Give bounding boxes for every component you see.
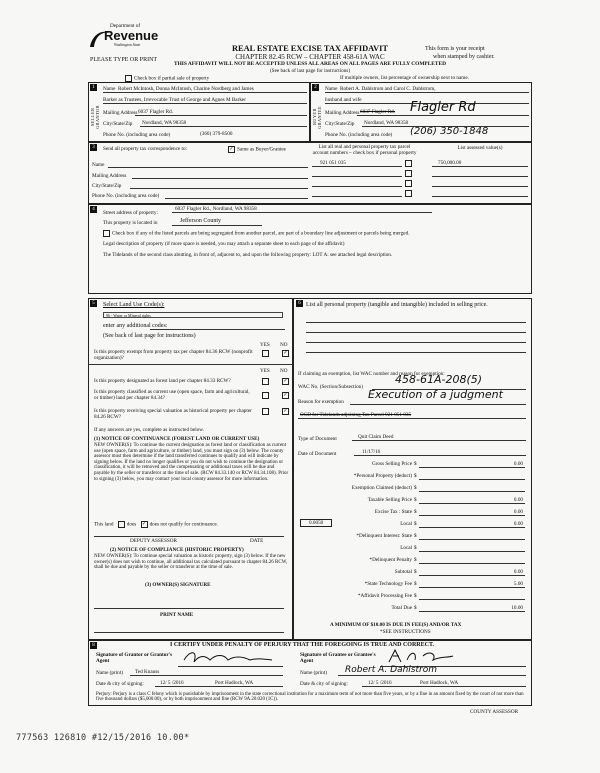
forest-yes-checkbox[interactable] xyxy=(262,378,269,385)
tax-row-value[interactable]: 10.00 xyxy=(511,605,523,611)
grantee-date[interactable]: 12/ 5 /2016 xyxy=(368,680,392,686)
tax-row xyxy=(300,545,525,557)
tax-row xyxy=(300,569,525,581)
notice2-title: (2) NOTICE OF COMPLIANCE (HISTORIC PROPERTY) xyxy=(110,547,244,553)
dept-line3: Washington State xyxy=(114,43,141,47)
form-see-back: (See back of last page for instructions) xyxy=(269,68,351,74)
notice1-title: (1) NOTICE OF CONTINUANCE (FOREST LAND OR CURRENT USE) xyxy=(94,436,260,442)
grantor-date[interactable]: 12/ 5 /2016 xyxy=(160,680,184,686)
street-address[interactable]: 6037 Flagler Rd., Nordland, WA 98358 xyxy=(175,206,257,212)
buyer-name-2[interactable]: husband and wife xyxy=(325,97,362,103)
reason-label: Reason for exemption xyxy=(298,399,344,405)
section-5-number: 5 xyxy=(90,300,97,307)
grantor-name[interactable]: Ted Knauss xyxy=(135,669,160,675)
legal-label: Legal description of property (if more space is needed, you may attach a separate sheet to each page of the affidavit) xyxy=(103,241,345,247)
buyer-city[interactable]: Nordland, WA 98358 xyxy=(364,120,409,126)
legal-description[interactable]: The Tidelands of the second class abutting, in front of, adjacent to, and upon the following property: LOT A: see attached legal description. xyxy=(103,252,393,258)
exempt-no-checkbox[interactable]: ✓ xyxy=(283,351,288,356)
special-yes-checkbox[interactable] xyxy=(262,408,269,415)
see-back-codes: (See back of last page for instructions) xyxy=(103,333,196,339)
tax-row xyxy=(300,593,525,605)
partial-sale-label: Check box if partial sale of property xyxy=(134,75,210,82)
tax-row xyxy=(300,461,525,473)
partial-sale-check[interactable] xyxy=(125,75,209,82)
no-header-2: NO xyxy=(280,368,288,374)
buyer-phone-handwritten: (206) 350-1848 xyxy=(410,126,489,137)
corr-city-label: City/State/Zip xyxy=(92,183,122,189)
tax-row xyxy=(300,485,525,497)
tax-row-value[interactable]: 0.00 xyxy=(513,497,523,503)
tax-row-dollar: $ xyxy=(414,581,417,587)
if-any-yes: If any answers are yes, complete as instructed below. xyxy=(94,427,205,433)
section-8-number: 8 xyxy=(90,642,97,649)
exempt-question: Is this property exempt from property tax per chapter 84.36 RCW (nonprofit organization)? xyxy=(94,349,253,361)
select-code-label: Select Land Use Code(s): xyxy=(103,302,165,308)
form-title: REAL ESTATE EXCISE TAX AFFIDAVIT xyxy=(231,44,389,53)
buyer-side-label: BUYER GRANTEE xyxy=(312,105,322,129)
yes-header-1: YES xyxy=(260,342,270,348)
tax-rows xyxy=(300,461,525,617)
grantor-city[interactable]: Port Hadlock, WA xyxy=(215,680,254,686)
ocd-note: OCD for Tidelands adjoining Tax Parcel 921 051 035 xyxy=(300,412,412,418)
doc-type-label: Type of Document xyxy=(298,436,337,442)
corr-phone-label: Phone No. (including area code) xyxy=(92,193,160,199)
grantee-date-label: Date & city of signing: xyxy=(300,681,348,687)
grantor-sig-label: Signature of Grantor or Grantor's Agent xyxy=(96,652,173,664)
boundary-label: Check box if any of the listed parcels are being segregated from another parcel, are part of a boundary line adjustment or parcels being merged. xyxy=(112,230,410,237)
tax-row-dollar: $ xyxy=(414,509,417,515)
parcel-checkbox-1[interactable] xyxy=(405,160,412,167)
local-rate[interactable]: 0.0050 xyxy=(300,519,332,527)
please-type: PLEASE TYPE OR PRINT xyxy=(90,57,158,63)
buyer-city-label: City/State/Zip xyxy=(325,121,355,127)
owner-signature-label: (3) OWNER(S) SIGNATURE xyxy=(145,582,211,588)
assessed-header: List assessed value(s) xyxy=(457,145,503,151)
same-as-buyer-label: Same as Buyer/Grantee xyxy=(237,146,286,153)
form-chapter: CHAPTER 82.45 RCW – CHAPTER 458-61A WAC xyxy=(235,53,385,61)
assessed-value[interactable]: 750,000.00 xyxy=(438,160,462,166)
dor-logo xyxy=(88,23,158,53)
tax-row-label: Subtotal xyxy=(394,569,412,575)
tax-row-label: Excise Tax : State xyxy=(374,509,412,515)
buyer-mailing-label: Mailing Address xyxy=(325,110,360,116)
tax-row xyxy=(300,509,525,521)
land-use-select[interactable]: 96 - Water or Mineral rights xyxy=(103,312,283,318)
this-land-label: This land xyxy=(94,521,114,528)
doc-type[interactable]: Quit Claim Deed xyxy=(358,434,394,440)
corr-name-label: Name xyxy=(92,162,105,168)
tax-row-label: Taxable Selling Price xyxy=(367,497,412,503)
special-question: Is this property receiving special valuation as historical property per chapter 84.26 RCW? xyxy=(94,408,252,420)
print-name-label: PRINT NAME xyxy=(160,612,194,618)
tax-row-label: *Personal Property (deduct) xyxy=(353,473,412,479)
parcel-number[interactable]: 921 051 035 xyxy=(320,160,346,166)
tax-row-dollar: $ xyxy=(414,557,417,563)
section-4-number: 4 xyxy=(90,206,97,213)
exempt-yes-checkbox[interactable] xyxy=(262,350,269,357)
no-header-1: NO xyxy=(280,342,288,348)
property-section xyxy=(88,204,532,294)
receipt-stamp: 777563 126810 #12/15/2016 10.00* xyxy=(16,733,190,743)
section-3-number: 3 xyxy=(90,144,97,151)
notice1-body: NEW OWNER(S): To continue the current designation as forest land or classification as current use (open space, farm and agriculture, or timber) land, you must sign on (3) below. The county assessor must then determine if the land transferred continues to qualify and will indicate by signing below. If the land no longer qualifies or you do not wish to continue the designation or classification, it will be removed and the compensating or additional taxes will be due and payable by the seller or transferor at the time of sale. (RCW 84.33.140 or RCW 84.34.108). Prior to signing (3) below, you may contact your local county assessor for more information. xyxy=(94,443,289,482)
does-not-checkbox[interactable]: ✓ xyxy=(141,522,147,527)
tax-row-local xyxy=(300,521,525,533)
section-6-number: 6 xyxy=(296,300,303,307)
this-land-row xyxy=(94,521,218,528)
tax-row-dollar: $ xyxy=(414,593,417,599)
seller-mailing-label: Mailing Address xyxy=(103,110,138,116)
deputy-date: DATE xyxy=(250,538,264,544)
tax-row-total xyxy=(300,605,525,617)
enter-additional: enter any additional codes: xyxy=(103,323,168,329)
seller-name-1[interactable]: Robert McIntosh, Donna McIntosh, Charine Nordberg and James xyxy=(118,86,254,92)
correspondence-label: Send all property tax correspondence to: xyxy=(103,146,187,152)
section-2-number: 2 xyxy=(312,84,319,91)
tax-row-dollar: $ xyxy=(414,533,417,539)
open-space-question: Is this property classified as current use (open space, farm and agricultural, or timber) land per chapter 84.34? xyxy=(94,389,250,401)
open-yes-checkbox[interactable] xyxy=(262,392,269,399)
same-as-buyer-checkbox[interactable]: ✓ xyxy=(229,147,234,152)
grantee-city[interactable]: Port Hadlock, WA xyxy=(420,680,459,686)
tax-row-label: Exemption Claimed (deduct) xyxy=(351,485,412,491)
tax-row-value[interactable]: 0.00 xyxy=(513,509,523,515)
doc-date-label: Date of Document xyxy=(298,451,337,457)
tax-row-label: Gross Selling Price xyxy=(371,461,412,467)
grantor-date-label: Date & city of signing: xyxy=(96,681,144,687)
grantee-name[interactable]: Robert A. Dahlstrom xyxy=(345,665,437,675)
multiple-owners-note: If multiple owners, list percentage of ownership next to name. xyxy=(340,75,469,81)
doc-date[interactable]: 11/17/16 xyxy=(362,449,381,455)
tax-row-value[interactable]: 0.00 xyxy=(513,569,523,575)
same-as-buyer[interactable] xyxy=(228,146,286,153)
tax-row-value[interactable]: 5.00 xyxy=(513,581,523,587)
see-instructions: *SEE INSTRUCTIONS xyxy=(380,629,431,635)
does-label: does xyxy=(126,521,137,528)
tax-row-dollar: $ xyxy=(414,485,417,491)
tax-row-label: Local xyxy=(400,545,412,551)
seller-name-label: Name xyxy=(103,86,116,92)
minimum-due: A MINIMUM OF $10.00 IS DUE IN FEE(S) AND/OR TAX xyxy=(330,622,462,628)
seller-phone[interactable]: (360) 379-8500 xyxy=(200,131,233,137)
tax-row-label: *State Technology Fee xyxy=(364,581,412,587)
parcel-header: List all real and personal property tax parcel account numbers – check box if personal property xyxy=(312,144,417,156)
tax-row-label: *Delinquent Penalty xyxy=(369,557,412,563)
street-label: Street address of property: xyxy=(103,210,158,216)
seller-phone-label: Phone No. (including area code) xyxy=(103,132,171,138)
tax-row-label: *Delinquent Interest: State xyxy=(356,533,412,539)
dept-line2: Revenue xyxy=(104,28,159,43)
claiming-exemption: If claiming an exemption, list WAC number and reason for exemption: xyxy=(298,371,445,377)
wac-handwritten[interactable]: 458-61A-208(5) xyxy=(395,373,483,386)
seller-mailing[interactable]: 6037 Flagler Rd. xyxy=(138,109,174,115)
boundary-check[interactable] xyxy=(103,230,410,237)
open-no-checkbox[interactable]: ✓ xyxy=(283,393,288,398)
special-no-checkbox[interactable]: ✓ xyxy=(283,409,288,414)
tax-row-dollar: $ xyxy=(414,569,417,575)
certify-statement: I CERTIFY UNDER PENALTY OF PERJURY THAT THE FOREGOING IS TRUE AND CORRECT. xyxy=(170,642,435,648)
notice2-body: NEW OWNER(S): To continue special valuation as historic property, sign (3) below. If the new owner(s) does not wish to continue, all additional tax calculated pursuant to chapter 84.26 RCW, shall be due and payable by the seller or transferor at the time of sale. xyxy=(94,554,288,571)
tax-row xyxy=(300,581,525,593)
form-warning: THIS AFFIDAVIT WILL NOT BE ACCEPTED UNLESS ALL AREAS ON ALL PAGES ARE FULLY COMPLETED xyxy=(173,61,446,67)
tax-row-dollar: $ xyxy=(414,497,417,503)
boundary-checkbox[interactable] xyxy=(103,230,110,237)
buyer-name-1[interactable]: Robert A. Dahlstrom and Carol C. Dahlstrom, xyxy=(340,86,436,92)
tax-row-value[interactable]: 0.00 xyxy=(513,461,523,467)
tax-row-label: Total Due xyxy=(391,605,412,611)
grantee-signature-image xyxy=(385,646,455,666)
stamped-note: when stamped by cashier. xyxy=(433,54,495,60)
buyer-phone-label: Phone No. (including area code) xyxy=(325,132,393,138)
seller-side-label: SELLER GRANTOR xyxy=(90,105,100,129)
tax-row-label: Local xyxy=(400,521,412,527)
deputy-assessor: DEPUTY ASSESSOR xyxy=(130,538,177,544)
grantor-signature-image xyxy=(180,648,275,668)
tax-row xyxy=(300,497,525,509)
tax-row xyxy=(300,533,525,545)
forest-no-checkbox[interactable]: ✓ xyxy=(283,379,288,384)
location-label: This property is located in xyxy=(103,220,158,226)
forest-question: Is this property designated as forest land per chapter 84.33 RCW? xyxy=(94,378,231,384)
seller-name-2[interactable]: Barker as Trustees, Irrevocable Trust of George and Agnes M Barker xyxy=(103,97,246,103)
county[interactable]: Jefferson County xyxy=(180,218,222,224)
personal-property-label: List all personal property (tangible and intangible) included in selling price. xyxy=(306,302,488,308)
county-assessor-label: COUNTY ASSESSOR xyxy=(470,709,519,715)
parcel-checkbox-3[interactable] xyxy=(405,180,412,187)
tax-row-dollar: $ xyxy=(414,605,417,611)
reason-handwritten[interactable]: Execution of a judgment xyxy=(368,388,503,401)
grantor-name-label: Name (print) xyxy=(96,670,123,676)
wac-label: WAC No. (Section/Subsection) xyxy=(298,384,363,390)
seller-city[interactable]: Nordland, WA 98358 xyxy=(142,120,187,126)
parcel-checkbox-4[interactable] xyxy=(405,190,412,197)
tax-row-value[interactable]: 0.00 xyxy=(513,521,523,527)
buyer-mailing[interactable]: 6037 Flagler Rd. xyxy=(360,109,396,115)
tax-row-label: *Affidavit Processing Fee xyxy=(357,593,412,599)
tax-row-dollar: $ xyxy=(414,461,417,467)
partial-sale-checkbox[interactable] xyxy=(125,75,132,82)
grantee-sig-label: Signature of Grantee or Grantee's Agent xyxy=(300,652,376,664)
receipt-note: This form is your receipt xyxy=(425,46,485,52)
dept-line1: Department of xyxy=(110,23,141,29)
tax-row-dollar: $ xyxy=(414,545,417,551)
corr-mailing-label: Mailing Address xyxy=(92,173,127,179)
parcel-checkbox-2[interactable] xyxy=(405,170,412,177)
tax-row xyxy=(300,557,525,569)
buyer-mailing-handwritten: Flagler Rd xyxy=(410,100,476,115)
tax-row-dollar: $ xyxy=(414,473,417,479)
tax-row-dollar: $ xyxy=(414,521,417,527)
does-not-label: does not qualify for continuance. xyxy=(149,521,218,528)
yes-header-2: YES xyxy=(260,368,270,374)
buyer-name-label: Name xyxy=(325,86,338,92)
tax-row xyxy=(300,473,525,485)
does-checkbox[interactable] xyxy=(118,521,125,528)
seller-city-label: City/State/Zip xyxy=(103,121,133,127)
section-1-number: 1 xyxy=(90,84,97,91)
perjury-notice: Perjury: Perjury is a class C felony which is punishable by imprisonment in the state correctional institution for a maximum term of not more than five years, or by a fine in an amount fixed by the court of not more than five thousand dollars ($5,000.00), or by both imprisonment and fine (RCW 9A.20.020 (1C)). xyxy=(96,692,524,703)
grantee-name-label: Name (print) xyxy=(300,670,327,676)
